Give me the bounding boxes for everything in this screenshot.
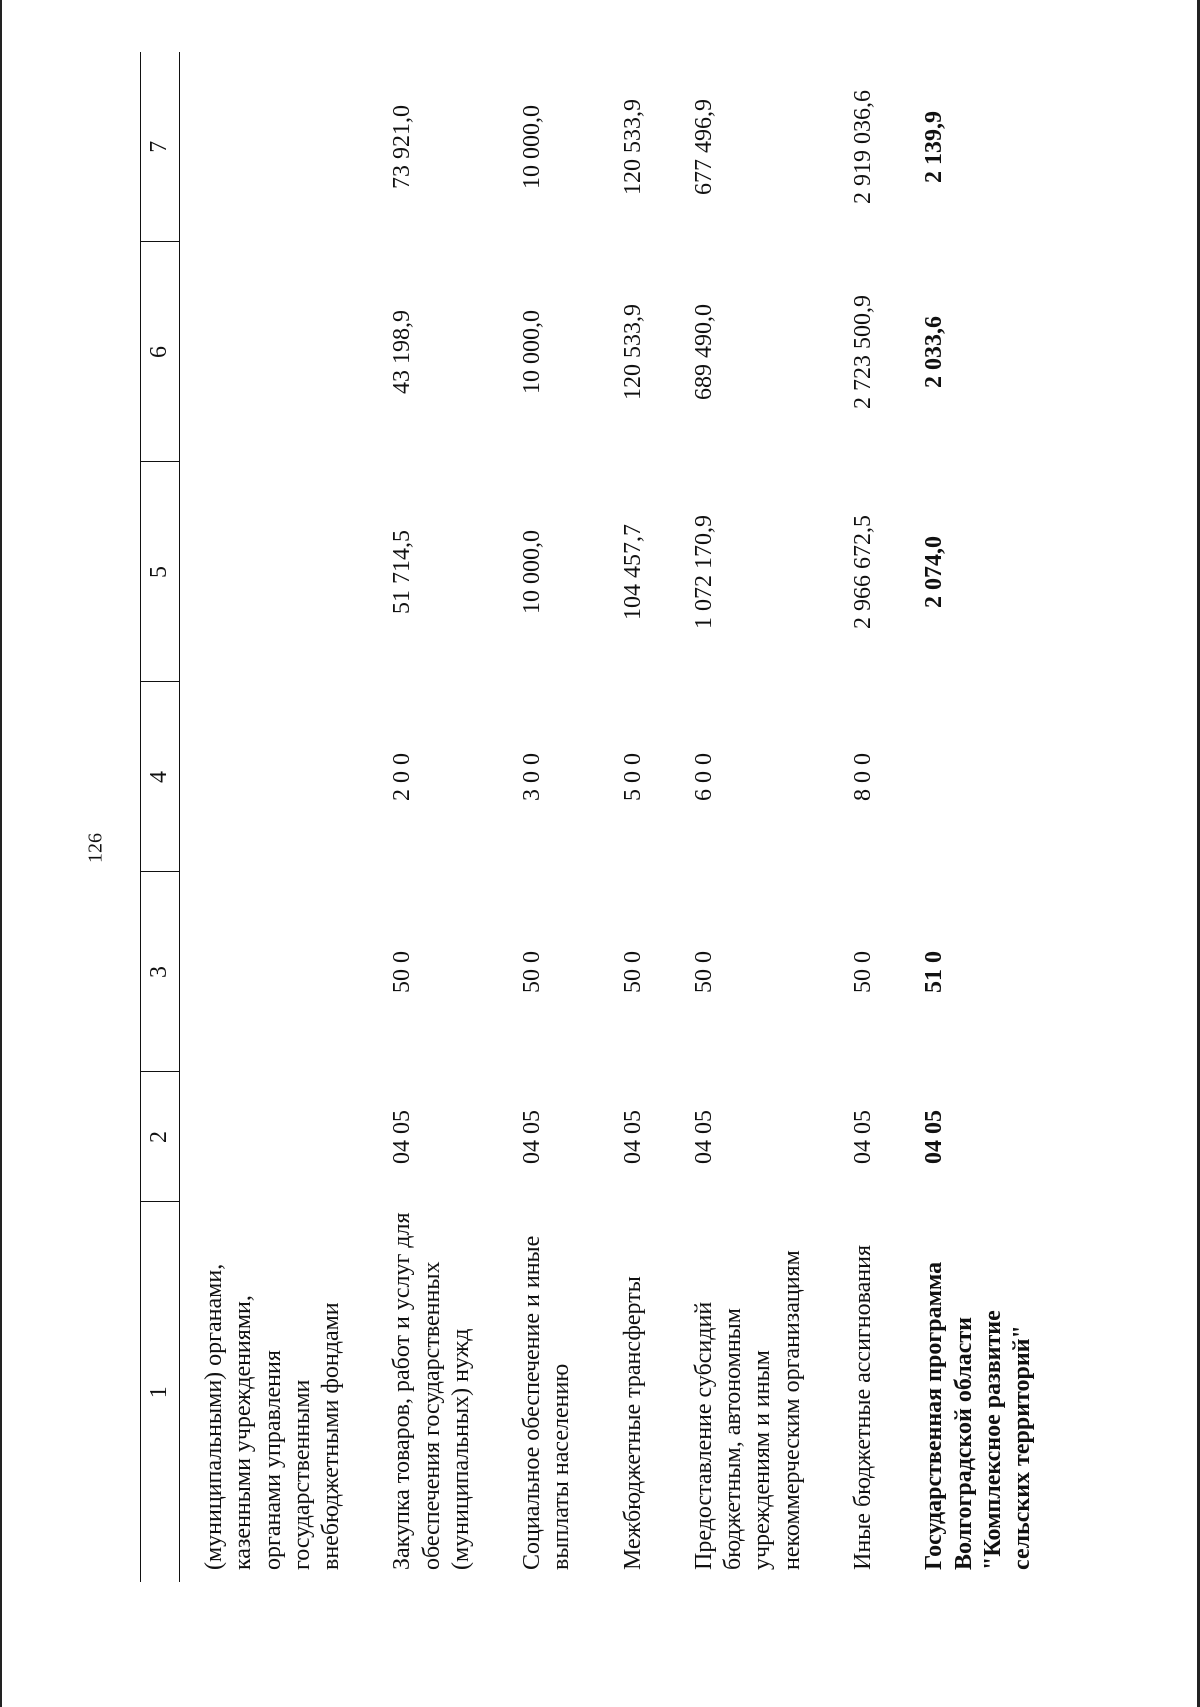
type-cell: 8 0 0 (849, 753, 876, 801)
row-name-cell: Предоставление субсидий бюджетным, автономным учреждениям и иным некоммерческим организациям (690, 1250, 805, 1570)
value-col7-cell: 677 496,9 (690, 99, 717, 195)
table-row (670, 52, 829, 1582)
code-cell (180, 1072, 369, 1202)
value-col5-cell: 10 000,0 (519, 530, 546, 614)
table-row (900, 52, 1059, 1582)
column-header-4: 4 (141, 682, 180, 872)
code-cell: 04 05 (849, 1110, 876, 1164)
target-cell: 50 0 (519, 951, 546, 993)
value-col7-cell: 10 000,0 (519, 105, 546, 189)
row-name-cell: Межбюджетные трансферты (619, 1276, 646, 1570)
target-cell: 50 0 (849, 951, 876, 993)
code-cell: 04 05 (921, 1110, 948, 1164)
target-cell: 50 0 (619, 951, 646, 993)
table-row (180, 52, 369, 1582)
value-col5-cell: 2 074,0 (921, 536, 948, 608)
code-cell: 04 05 (389, 1110, 416, 1164)
row-name-cell: Социальное обеспечение и иные выплаты населению (519, 1235, 575, 1570)
code-cell: 04 05 (690, 1110, 717, 1164)
target-cell: 50 0 (389, 951, 416, 993)
value-col5-cell: 51 714,5 (389, 530, 416, 614)
column-header-1: 1 (141, 1202, 180, 1582)
table-header-row (141, 52, 180, 1582)
column-header-6: 6 (141, 242, 180, 462)
value-col5-cell: 104 457,7 (619, 524, 646, 620)
type-cell (900, 682, 1059, 872)
type-cell: 6 0 0 (690, 753, 717, 801)
table-body (180, 52, 1060, 1582)
table-row (829, 52, 900, 1582)
page-number: 126 (84, 833, 107, 863)
column-header-7: 7 (141, 52, 180, 242)
value-col7-cell (180, 52, 369, 242)
value-col7-cell: 2 139,9 (921, 111, 948, 183)
value-col5-cell (180, 462, 369, 682)
code-cell: 04 05 (519, 1110, 546, 1164)
target-cell: 51 0 (921, 951, 948, 993)
table-row (368, 52, 498, 1582)
type-cell: 3 0 0 (519, 753, 546, 801)
type-cell: 2 0 0 (389, 753, 416, 801)
table-row (498, 52, 599, 1582)
row-name-cell: Государственная программа Волгоградской области "Комплексное развитие сельских территорий" (921, 1261, 1036, 1570)
budget-table (140, 52, 1059, 1582)
target-cell: 50 0 (690, 951, 717, 993)
column-header-2: 2 (141, 1072, 180, 1202)
column-header-3: 3 (141, 872, 180, 1072)
type-cell: 5 0 0 (619, 753, 646, 801)
type-cell (180, 682, 369, 872)
row-name-cell: Иные бюджетные ассигнования (849, 1245, 876, 1570)
column-header-5: 5 (141, 462, 180, 682)
value-col6-cell: 43 198,9 (389, 310, 416, 394)
value-col6-cell: 2 033,6 (921, 316, 948, 388)
value-col7-cell: 120 533,9 (619, 99, 646, 195)
value-col7-cell: 73 921,0 (389, 105, 416, 189)
table-row (599, 52, 670, 1582)
row-name-cell: Закупка товаров, работ и услуг для обеспечения государственных (муниципальных) нужд (389, 1212, 474, 1570)
value-col5-cell: 2 966 672,5 (849, 515, 876, 629)
value-col6-cell: 2 723 500,9 (849, 295, 876, 409)
value-col7-cell: 2 919 036,6 (849, 90, 876, 204)
target-cell (180, 872, 369, 1072)
value-col6-cell (180, 242, 369, 462)
value-col5-cell: 1 072 170,9 (690, 515, 717, 629)
value-col6-cell: 10 000,0 (519, 310, 546, 394)
code-cell: 04 05 (619, 1110, 646, 1164)
value-col6-cell: 120 533,9 (619, 304, 646, 400)
row-name-cell: (муниципальными) органами, казенными учреждениями, органами управления государственными внебюджетными фондами (201, 1263, 345, 1570)
value-col6-cell: 689 490,0 (690, 304, 717, 400)
